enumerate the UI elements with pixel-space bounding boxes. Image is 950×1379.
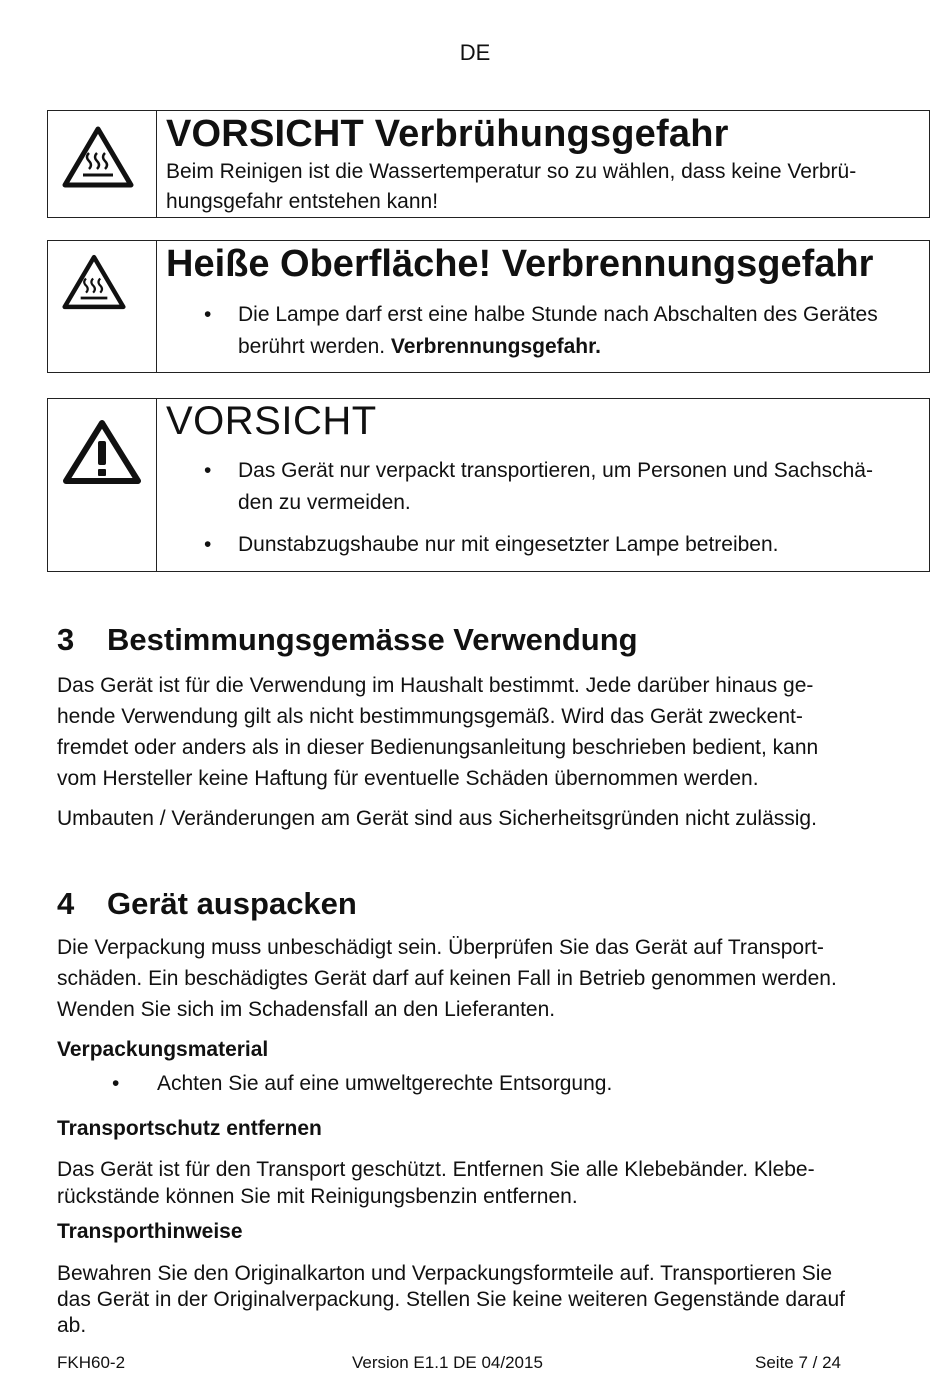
paragraph-line: Das Gerät ist für die Verwendung im Haushalt bestimmt. Jede darüber hinaus ge- xyxy=(57,674,814,697)
warning-text-line: Dunstabzugshaube nur mit eingesetzter Lampe betreiben. xyxy=(238,533,779,556)
paragraph-line: rückstände können Sie mit Reinigungsbenzin entfernen. xyxy=(57,1185,578,1208)
language-code: DE xyxy=(459,40,491,65)
warning-text xyxy=(166,157,916,217)
warning-box-hot-surface xyxy=(47,240,930,373)
section-heading xyxy=(57,886,357,922)
warning-bullet-item xyxy=(166,299,950,363)
paragraph-line: ab. xyxy=(57,1314,87,1337)
warning-title: Heiße Oberfläche! Verbrennungsgefahr xyxy=(166,243,874,285)
section-number: 4 xyxy=(57,886,75,921)
footer-model: FKH60-2 xyxy=(57,1353,126,1372)
footer-version: Version E1.1 DE 04/2015 xyxy=(352,1353,543,1372)
paragraph-line: hende Verwendung gilt als nicht bestimmungsgemäß. Wird das Gerät zweckent- xyxy=(57,705,803,728)
paragraph-line: fremdet oder anders als in dieser Bedienungsanleitung beschrieben bedient, kann xyxy=(57,736,819,759)
paragraph-line: Die Verpackung muss unbeschädigt sein. Überprüfen Sie das Gerät auf Transport- xyxy=(57,936,824,959)
hot-surface-warning-icon xyxy=(62,253,126,311)
paragraph: Umbauten / Veränderungen am Gerät sind aus Sicherheitsgründen nicht zulässig. xyxy=(57,807,817,830)
paragraph xyxy=(57,932,897,1025)
warning-text-line: Das Gerät nur verpackt transportieren, um Personen und Sachschä- xyxy=(238,459,873,482)
warning-text-line xyxy=(238,331,950,363)
hot-surface-warning-icon xyxy=(62,125,134,189)
paragraph-line: Das Gerät ist für den Transport geschützt. Entfernen Sie alle Klebebänder. Klebe- xyxy=(57,1158,815,1181)
warning-text-line: hungsgefahr entstehen kann! xyxy=(166,190,439,213)
section-title: Gerät auspacken xyxy=(107,886,357,921)
paragraph xyxy=(57,1156,897,1210)
bullet-dot: • xyxy=(204,303,212,326)
warning-bullet-item xyxy=(166,455,950,519)
paragraph-line: Wenden Sie sich im Schadensfall an den Lieferanten. xyxy=(57,998,556,1021)
bullet-text: Achten Sie auf eine umweltgerechte Entsorgung. xyxy=(157,1072,613,1095)
paragraph-line: vom Hersteller keine Haftung für eventuelle Schäden übernommen werden. xyxy=(57,767,759,790)
paragraph xyxy=(57,670,897,794)
warning-icon-cell xyxy=(48,111,157,217)
section-heading xyxy=(57,622,638,658)
warning-text-emphasis: Verbrennungsgefahr. xyxy=(390,335,601,358)
paragraph xyxy=(57,1261,897,1339)
warning-icon-cell xyxy=(48,241,157,372)
warning-text-line: den zu vermeiden. xyxy=(238,491,411,514)
section-title: Bestimmungsgemässe Verwendung xyxy=(107,622,638,657)
warning-text-plain: berührt werden. xyxy=(238,335,391,358)
warning-title: VORSICHT Verbrühungsgefahr xyxy=(166,113,729,155)
warning-text-line: Beim Reinigen ist die Wassertemperatur so zu wählen, dass keine Verbrü- xyxy=(166,160,857,183)
bullet-dot: • xyxy=(112,1072,120,1095)
warning-box-scald xyxy=(47,110,930,218)
bullet-dot: • xyxy=(204,533,212,556)
warning-text-line: Die Lampe darf erst eine halbe Stunde nach Abschalten des Gerätes xyxy=(238,303,878,326)
warning-bullet-item xyxy=(166,529,950,561)
warning-icon-cell xyxy=(48,399,157,571)
subheading: Transportschutz entfernen xyxy=(57,1117,322,1140)
warning-box-caution xyxy=(47,398,930,572)
general-warning-icon xyxy=(62,419,142,485)
bullet-dot: • xyxy=(204,459,212,482)
paragraph-line: schäden. Ein beschädigtes Gerät darf auf keinen Fall in Betrieb genommen werden. xyxy=(57,967,837,990)
paragraph-line: Bewahren Sie den Originalkarton und Verpackungsformteile auf. Transportieren Sie xyxy=(57,1262,833,1285)
footer-page-number: Seite 7 / 24 xyxy=(755,1353,842,1372)
subheading: Transporthinweise xyxy=(57,1220,243,1243)
warning-title: VORSICHT xyxy=(166,399,377,443)
paragraph-line: das Gerät in der Originalverpackung. Stellen Sie keine weiteren Gegenstände darauf xyxy=(57,1288,845,1311)
section-number: 3 xyxy=(57,622,75,657)
subheading: Verpackungsmaterial xyxy=(57,1038,269,1061)
